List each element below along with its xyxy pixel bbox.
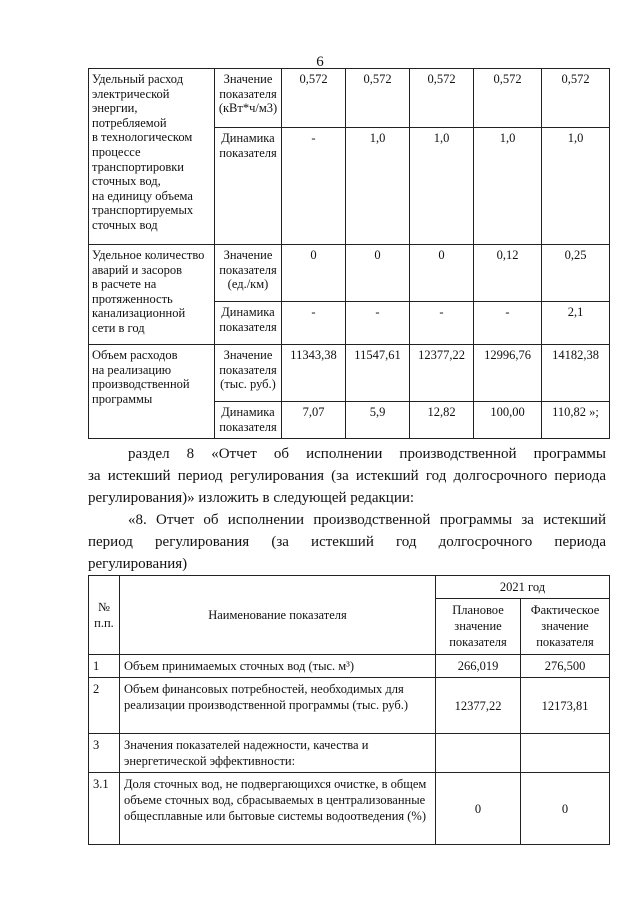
row-indicator-name: Объем принимаемых сточных вод (тыс. м³) — [120, 655, 436, 678]
table-cell: 0,572 — [542, 69, 610, 128]
row-plan-value: 0 — [436, 773, 521, 845]
page-number: 6 — [316, 54, 324, 70]
indicator-value-label: Значение показателя (ед./км) — [215, 245, 282, 302]
indicator-dynamics-label: Динамика показателя — [215, 302, 282, 345]
table-cell: 12996,76 — [474, 345, 542, 402]
text-line: регулирования)» изложить в следующей редакции: — [88, 490, 415, 506]
table-cell: 0,25 — [542, 245, 610, 302]
row-fact-value: 276,500 — [521, 655, 610, 678]
table-row — [89, 734, 610, 773]
indicators-table — [88, 68, 610, 439]
row-plan-value: 12377,22 — [436, 678, 521, 734]
table-cell: 14182,38 — [542, 345, 610, 402]
table-row — [89, 245, 610, 302]
table-cell: 0,12 — [474, 245, 542, 302]
table-cell: - — [282, 128, 346, 245]
text-line: за истекший период регулирования (за истекший год долгосрочного периода — [88, 468, 606, 484]
table-row — [89, 655, 610, 678]
table-cell: 1,0 — [346, 128, 410, 245]
indicator-dynamics-label: Динамика показателя — [215, 402, 282, 439]
row-fact-value: 0 — [521, 773, 610, 845]
row-plan-value: 266,019 — [436, 655, 521, 678]
indicator-value-label: Значение показателя (тыс. руб.) — [215, 345, 282, 402]
table-cell: 7,07 — [282, 402, 346, 439]
table-cell: 5,9 — [346, 402, 410, 439]
text-line: «8. Отчет об исполнении производственной программы за истекший — [128, 512, 606, 528]
table-cell: 100,00 — [474, 402, 542, 439]
table-row — [89, 345, 610, 402]
text-line: регулирования) — [88, 556, 188, 572]
table-cell: 1,0 — [474, 128, 542, 245]
table-cell: 0 — [410, 245, 474, 302]
row-number: 3 — [89, 734, 120, 773]
amendment-paragraph — [88, 443, 606, 509]
table-cell: 110,82 »; — [542, 402, 610, 439]
row-fact-value — [521, 734, 610, 773]
table-cell: 11547,61 — [346, 345, 410, 402]
table-row — [89, 678, 610, 734]
row-number: 2 — [89, 678, 120, 734]
table-cell: 0,572 — [474, 69, 542, 128]
header-plan: Плановое значение показателя — [436, 599, 521, 655]
row-number: 3.1 — [89, 773, 120, 845]
indicator-name: Объем расходов на реализацию производственной программы — [89, 345, 215, 439]
table-cell: 0,572 — [346, 69, 410, 128]
header-indicator-name: Наименование показателя — [120, 576, 436, 655]
table-cell: 1,0 — [542, 128, 610, 245]
table-header-row — [89, 576, 610, 599]
table-cell: 0,572 — [410, 69, 474, 128]
table-cell: - — [410, 302, 474, 345]
table-row — [89, 773, 610, 845]
header-fact: Фактическое значение показателя — [521, 599, 610, 655]
text-line: период регулирования (за истекший год долгосрочного периода — [88, 534, 606, 550]
table-cell: 12,82 — [410, 402, 474, 439]
table-cell: 11343,38 — [282, 345, 346, 402]
text-line: раздел 8 «Отчет об исполнении производственной программы — [128, 446, 606, 462]
header-year: 2021 год — [436, 576, 610, 599]
table-row — [89, 69, 610, 128]
table-cell: - — [282, 302, 346, 345]
indicator-name: Удельный расход электрической энергии, потребляемой в технологическом процессе транспортировки сточных вод, на единицу объема транспортируемых сточных вод — [89, 69, 215, 245]
table-cell: 0 — [346, 245, 410, 302]
row-indicator-name: Доля сточных вод, не подвергающихся очистке, в общем объеме сточных вод, сбрасываемых в централизованные общесплавные или бытовые системы водоотведения (%) — [120, 773, 436, 845]
row-fact-value: 12173,81 — [521, 678, 610, 734]
row-plan-value — [436, 734, 521, 773]
report-table — [88, 575, 610, 845]
indicator-value-label: Значение показателя (кВт*ч/м3) — [215, 69, 282, 128]
header-number: № п.п. — [89, 576, 120, 655]
table-cell: 2,1 — [542, 302, 610, 345]
table-cell: - — [346, 302, 410, 345]
table-cell: 0,572 — [282, 69, 346, 128]
section-heading-paragraph — [88, 509, 606, 575]
table-cell: 0 — [282, 245, 346, 302]
table-cell: 12377,22 — [410, 345, 474, 402]
row-indicator-name: Объем финансовых потребностей, необходимых для реализации производственной программы (тыс. руб.) — [120, 678, 436, 734]
indicator-dynamics-label: Динамика показателя — [215, 128, 282, 245]
row-indicator-name: Значения показателей надежности, качества и энергетической эффективности: — [120, 734, 436, 773]
table-cell: 1,0 — [410, 128, 474, 245]
table-cell: - — [474, 302, 542, 345]
row-number: 1 — [89, 655, 120, 678]
indicator-name: Удельное количество аварий и засоров в расчете на протяженность канализационной сети в год — [89, 245, 215, 345]
